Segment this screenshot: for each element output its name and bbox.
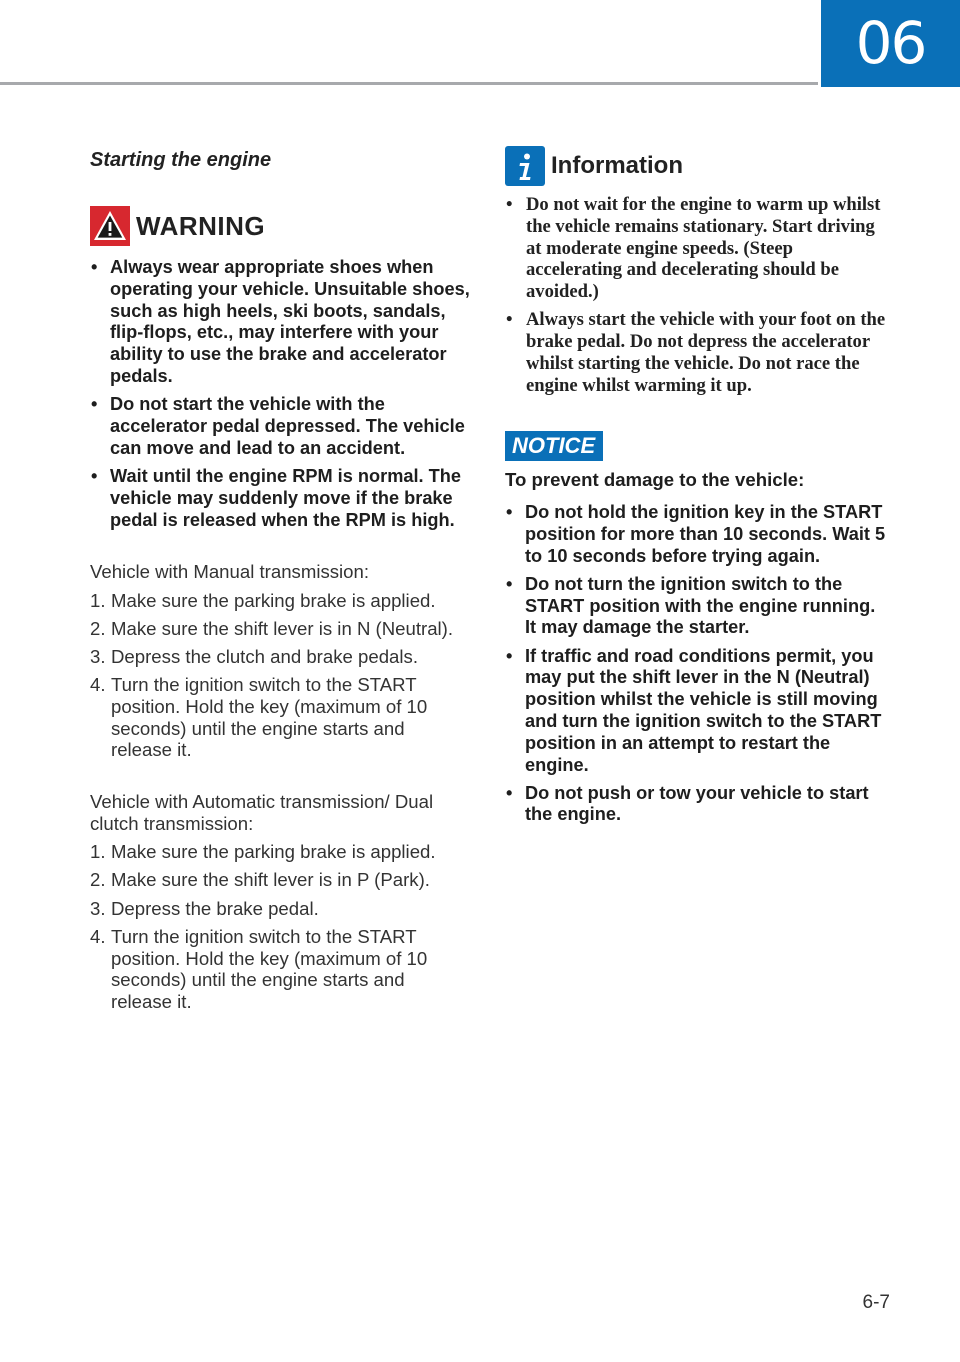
automatic-heading: Vehicle with Automatic transmission/ Dual clutch transmission: <box>90 791 434 835</box>
step-number: 4. <box>90 925 106 947</box>
warning-item: • Do not start the vehicle with the accelerator pedal depressed. The vehicle can move and lead to an accident. <box>90 394 470 459</box>
list-item <box>90 618 470 640</box>
step-text: Make sure the parking brake is applied. <box>111 589 436 611</box>
step-number: 3. <box>90 645 106 667</box>
notice-item: • Do not turn the ignition switch to the START position with the engine running. It may damage the starter. <box>505 574 890 639</box>
automatic-steps <box>90 841 470 1013</box>
step-text: Depress the clutch and brake pedals. <box>111 645 418 667</box>
step-text: Turn the ignition switch to the START position. Hold the key (maximum of 10 seconds) until the engine starts and release it. <box>111 925 428 1013</box>
step-text: Turn the ignition switch to the START position. Hold the key (maximum of 10 seconds) until the engine starts and release it. <box>111 674 428 761</box>
info-icon <box>505 146 545 186</box>
warning-item: • Always wear appropriate shoes when operating your vehicle. Unsuitable shoes, such as high heels, ski boots, sandals, flip-flops, etc., may interfere with your ability to use the brake and accelerator pedals. <box>90 257 470 388</box>
list-item <box>90 898 470 920</box>
step-number: 2. <box>90 617 106 639</box>
notice-badge: NOTICE <box>505 431 603 461</box>
information-list <box>505 194 890 397</box>
manual-heading: Vehicle with Manual transmission: <box>90 561 370 583</box>
right-column <box>505 146 890 833</box>
left-column <box>90 146 470 1019</box>
information-header <box>505 146 890 186</box>
information-item: • Do not wait for the engine to warm up whilst the vehicle remains stationary. Start driving at moderate engine speeds. (Steep accelerating and decelerating should be avoided.) <box>505 194 890 303</box>
notice-item: • Do not push or tow your vehicle to start the engine. <box>505 783 890 827</box>
notice-item: • Do not hold the ignition key in the START position for more than 10 seconds. Wait 5 to 10 seconds before trying again. <box>505 502 890 567</box>
list-item <box>90 674 470 761</box>
manual-steps <box>90 590 470 762</box>
header-rule <box>0 82 818 85</box>
warning-header <box>90 206 470 246</box>
step-text: Make sure the shift lever is in N (Neutral). <box>111 617 454 639</box>
step-text: Depress the brake pedal. <box>111 897 319 919</box>
notice-lead: To prevent damage to the vehicle: <box>505 468 805 490</box>
information-item: • Always start the vehicle with your foot on the brake pedal. Do not depress the accelerator whilst starting the vehicle. Do not race the engine whilst warming it up. <box>505 309 890 396</box>
information-title: Information <box>551 152 683 179</box>
warning-list <box>90 257 470 531</box>
section-title: Starting the engine <box>90 149 272 171</box>
page-number: 6-7 <box>862 1292 890 1313</box>
step-number: 1. <box>90 589 106 611</box>
list-item <box>90 841 470 863</box>
warning-item: • Wait until the engine RPM is normal. The vehicle may suddenly move if the brake pedal is released when the RPM is high. <box>90 466 470 531</box>
step-number: 4. <box>90 674 106 696</box>
step-number: 1. <box>90 841 106 863</box>
step-number: 2. <box>90 869 106 891</box>
chapter-tab: 06 <box>821 0 960 87</box>
list-item <box>90 869 470 891</box>
warning-title: WARNING <box>136 210 266 241</box>
step-number: 3. <box>90 897 106 919</box>
step-text: Make sure the parking brake is applied. <box>111 841 436 863</box>
list-item <box>90 590 470 612</box>
step-text: Make sure the shift lever is in P (Park). <box>111 869 430 891</box>
warning-triangle-icon <box>90 206 130 246</box>
list-item <box>90 926 470 1013</box>
notice-list <box>505 502 890 826</box>
list-item <box>90 646 470 668</box>
notice-item: • If traffic and road conditions permit, you may put the shift lever in the N (Neutral) position whilst the vehicle is still moving and turn the ignition switch to the START position in an attempt to restart the engine. <box>505 646 890 777</box>
